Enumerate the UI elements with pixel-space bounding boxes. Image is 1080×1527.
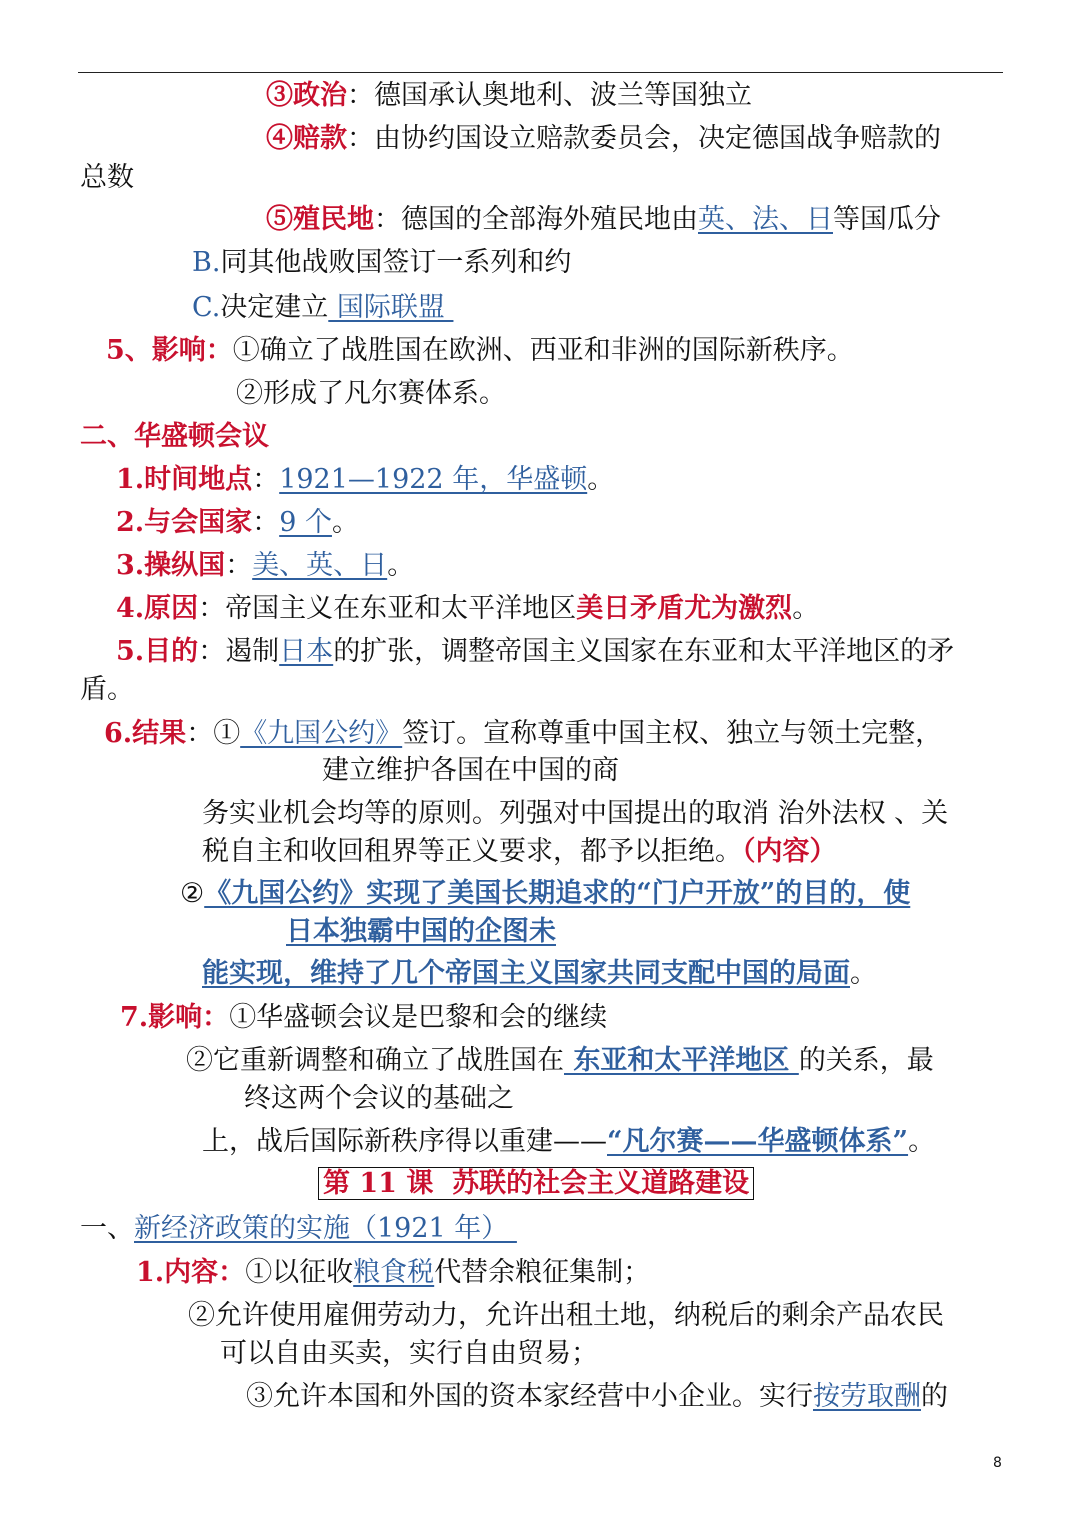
line-politics: ③政治：德国承认奥地利、波兰等国独立 xyxy=(266,80,752,111)
top-rule xyxy=(78,72,1003,73)
line-influence-5b: ②形成了凡尔赛体系。 xyxy=(236,378,506,409)
line-nep-2: ②允许使用雇佣劳动力，允许出租土地，纳税后的剩余产品农民 xyxy=(188,1300,944,1331)
line-countries: 2.与会国家：9 个。 xyxy=(116,507,359,538)
line-influence-7: 7.影响：①华盛顿会议是巴黎和会的继续 xyxy=(120,1002,608,1033)
line-result-2-cont1: 日本独霸中国的企图未 xyxy=(286,916,556,947)
line-result: 6.结果：①《九国公约》签订。宣称尊重中国主权、独立与领土完整， xyxy=(104,718,943,749)
line-controllers: 3.操纵国：美、英、日。 xyxy=(116,550,415,581)
line-b: B.同其他战败国签订一系列和约 xyxy=(192,247,572,278)
line-nep-content: 1.内容：①以征收粮食税代替余粮征集制； xyxy=(136,1257,651,1288)
line-colonies: ⑤殖民地：德国的全部海外殖民地由英、法、日等国瓜分 xyxy=(266,204,941,235)
line-cause: 4.原因：帝国主义在东亚和太平洋地区美日矛盾尤为激烈。 xyxy=(116,593,820,624)
line-result-cont1: 建立维护各国在中国的商 xyxy=(322,755,619,786)
line-result-cont3: 税自主和收回租界等正义要求，都予以拒绝。（内容） xyxy=(202,836,837,867)
line-influence-7b: ②它重新调整和确立了战胜国在 东亚和太平洋地区 的关系，最 xyxy=(186,1045,934,1076)
section-heading-nep: 一、新经济政策的实施（1921 年） xyxy=(80,1213,517,1244)
section-heading-washington: 二、华盛顿会议 xyxy=(80,421,269,452)
line-purpose: 5.目的：遏制日本的扩张，调整帝国主义国家在东亚和太平洋地区的矛 xyxy=(116,636,955,667)
line-result-2-cont2: 能实现，维持了几个帝国主义国家共同支配中国的局面。 xyxy=(202,958,877,989)
line-time-place: 1.时间地点：1921—1922 年，华盛顿。 xyxy=(116,464,615,495)
page-number: 8 xyxy=(993,1455,1002,1471)
line-influence-7b-cont1: 终这两个会议的基础之 xyxy=(244,1083,514,1114)
lesson-title: 第 11 课 苏联的社会主义道路建设 xyxy=(318,1166,754,1202)
line-reparations: ④赔款：由协约国设立赔款委员会，决定德国战争赔款的 xyxy=(266,123,941,154)
line-result-2: ②《九国公约》实现了美国长期追求的“门户开放”的目的，使 xyxy=(180,878,911,909)
line-nep-2-cont: 可以自由买卖，实行自由贸易； xyxy=(220,1338,598,1369)
line-result-cont2: 务实业机会均等的原则。列强对中国提出的取消 治外法权 、关 xyxy=(202,798,949,829)
line-c: C.决定建立 国际联盟 xyxy=(192,292,454,323)
line-purpose-cont: 盾。 xyxy=(80,674,134,705)
line-influence-7b-cont2: 上，战后国际新秩序得以重建——“凡尔赛——华盛顿体系”。 xyxy=(202,1126,936,1157)
line-influence-5: 5、影响：①确立了战胜国在欧洲、西亚和非洲的国际新秩序。 xyxy=(106,335,854,366)
line-reparations-cont: 总数 xyxy=(80,162,134,193)
line-nep-3: ③允许本国和外国的资本家经营中小企业。实行按劳取酬的 xyxy=(246,1381,948,1412)
